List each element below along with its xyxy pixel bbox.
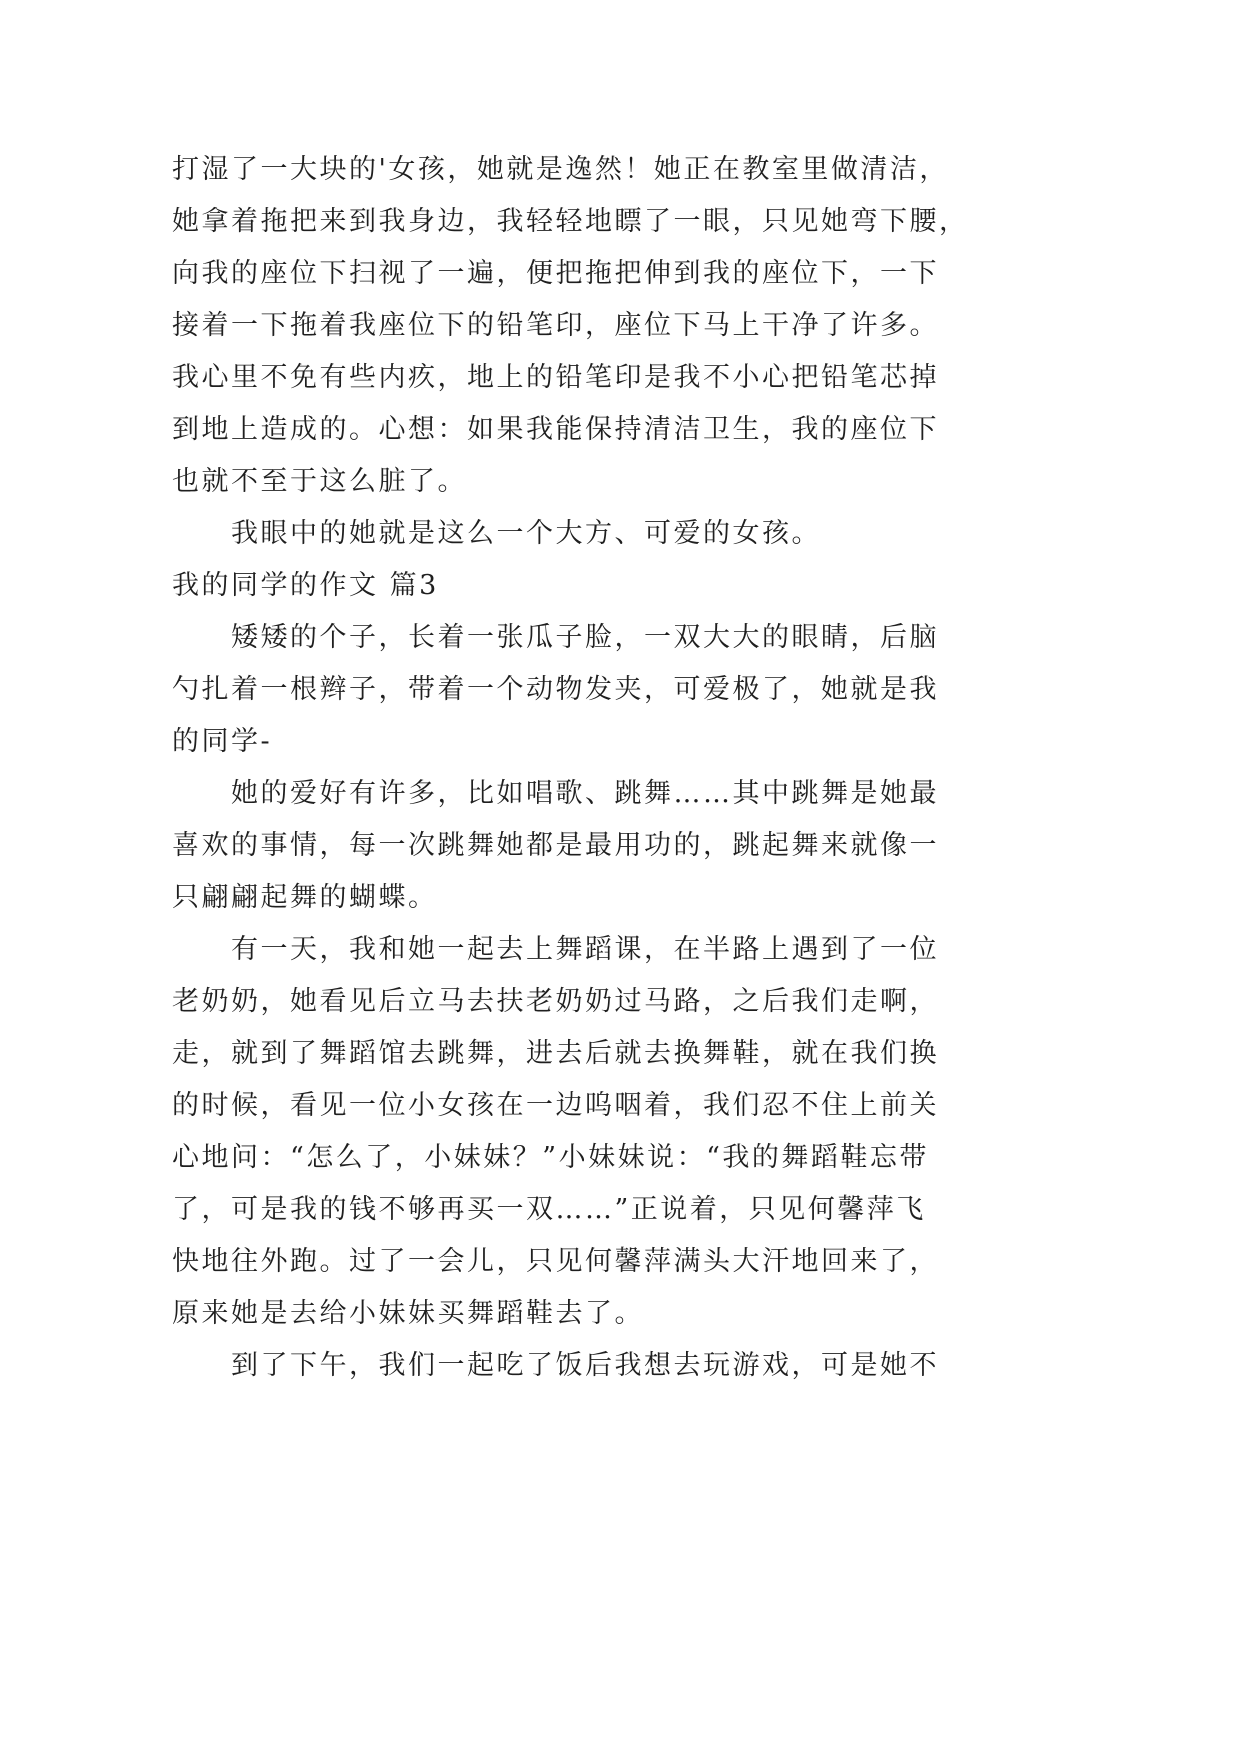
text-line: 勺扎着一根辫子，带着一个动物发夹，可爱极了，她就是我 bbox=[172, 674, 939, 705]
paragraph bbox=[172, 508, 1241, 560]
text-line: 喜欢的事情，每一次跳舞她都是最用功的，跳起舞来就像一 bbox=[172, 830, 939, 861]
text-line: 原来她是去给小妹妹买舞蹈鞋去了。 bbox=[172, 1298, 644, 1329]
text-line: 打湿了一大块的'女孩，她就是逸然！她正在教室里做清洁， bbox=[172, 154, 949, 185]
paragraph bbox=[172, 924, 1241, 1340]
text-line: 有一天，我和她一起去上舞蹈课，在半路上遇到了一位 bbox=[231, 934, 939, 965]
text-line: 矮矮的个子，长着一张瓜子脸，一双大大的眼睛，后脑 bbox=[231, 622, 939, 653]
text-line: 的同学- bbox=[172, 726, 273, 757]
text-line: 快地往外跑。过了一会儿，只见何馨萍满头大汗地回来了， bbox=[172, 1246, 939, 1277]
text-line: 只翩翩起舞的蝴蝶。 bbox=[172, 882, 438, 913]
paragraph bbox=[172, 768, 1241, 924]
paragraph bbox=[172, 144, 1241, 508]
text-line: 心地问：“怎么了，小妹妹？”小妹妹说：“我的舞蹈鞋忘带 bbox=[172, 1142, 929, 1173]
paragraph bbox=[172, 612, 1241, 768]
text-line: 也就不至于这么脏了。 bbox=[172, 466, 467, 497]
text-line: 老奶奶，她看见后立马去扶老奶奶过马路，之后我们走啊， bbox=[172, 986, 939, 1017]
text-line: 的时候，看见一位小女孩在一边呜咽着，我们忍不住上前关 bbox=[172, 1090, 939, 1121]
text-line: 我眼中的她就是这么一个大方、可爱的女孩。 bbox=[231, 518, 821, 549]
text-line: 到了下午，我们一起吃了饭后我想去玩游戏，可是她不 bbox=[231, 1350, 939, 1381]
text-line: 她的爱好有许多，比如唱歌、跳舞……其中跳舞是她最 bbox=[231, 778, 939, 809]
text-line: 她拿着拖把来到我身边，我轻轻地瞟了一眼，只见她弯下腰， bbox=[172, 206, 969, 237]
paragraph bbox=[172, 1340, 1241, 1392]
text-line: 接着一下拖着我座位下的铅笔印，座位下马上干净了许多。 bbox=[172, 310, 939, 341]
text-line: 我心里不免有些内疚，地上的铅笔印是我不小心把铅笔芯掉 bbox=[172, 362, 939, 393]
text-line: 了，可是我的钱不够再买一双……”正说着，只见何馨萍飞 bbox=[172, 1194, 926, 1225]
section-heading: 我的同学的作文 篇3 bbox=[172, 570, 439, 601]
text-line: 向我的座位下扫视了一遍，便把拖把伸到我的座位下，一下 bbox=[172, 258, 939, 289]
text-line: 到地上造成的。心想：如果我能保持清洁卫生，我的座位下 bbox=[172, 414, 939, 445]
text-line: 走，就到了舞蹈馆去跳舞，进去后就去换舞鞋，就在我们换 bbox=[172, 1038, 939, 1069]
